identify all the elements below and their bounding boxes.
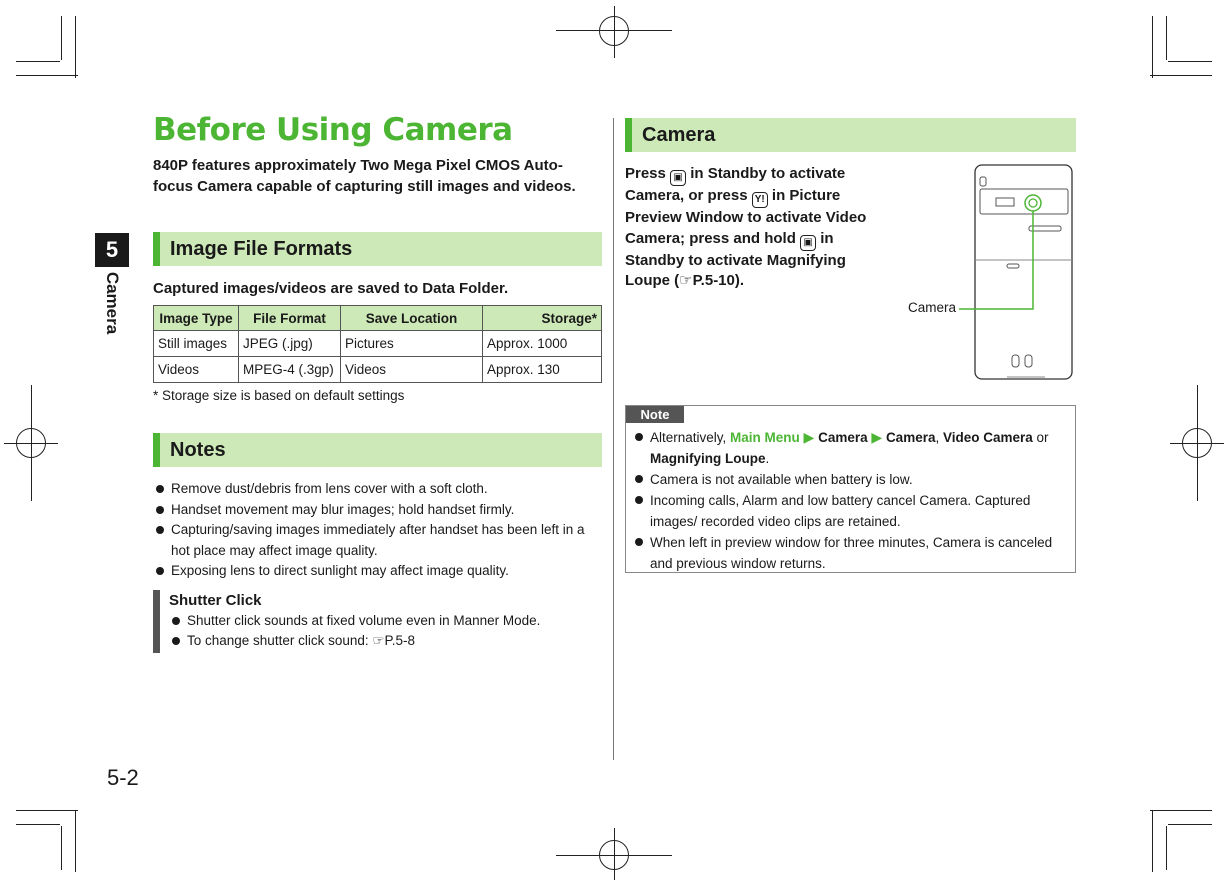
table-cell: Approx. 130 [483, 357, 602, 383]
chapter-name: Camera [103, 271, 122, 335]
formats-table [153, 305, 602, 383]
list-item [632, 427, 1072, 469]
shutter-click-title: Shutter Click [169, 592, 262, 609]
list-item: Handset movement may blur images; hold handset firmly. [153, 500, 593, 521]
note-text: . [765, 451, 770, 466]
menu-item-camera: Camera [885, 430, 936, 445]
list-item: Camera is not available when battery is low. [632, 469, 1072, 490]
triangle-right-icon: ▶ [871, 429, 883, 445]
triangle-right-icon: ▶ [803, 429, 815, 445]
list-item: Capturing/saving images immediately after handset has been left in a hot place may affect image quality. [153, 520, 593, 561]
chapter-number-tab: 5 [95, 233, 129, 267]
column-header: File Format [239, 306, 341, 331]
page-title: Before Using Camera [153, 112, 513, 148]
list-item: Remove dust/debris from lens cover with a soft cloth. [153, 479, 593, 500]
list-item: When left in preview window for three minutes, Camera is canceled and previous window returns. [632, 532, 1072, 574]
menu-item-camera: Camera [818, 430, 868, 445]
main-menu-label: Main Menu [730, 430, 800, 445]
list-item: Shutter click sounds at fixed volume even in Manner Mode. [169, 611, 593, 631]
pointing-hand-icon: ☞ [372, 633, 385, 648]
camera-heading: Camera [625, 118, 1076, 152]
column-divider [613, 118, 614, 760]
page-number: 5-2 [107, 765, 139, 790]
column-header: Storage* [483, 306, 602, 331]
table-cell: Videos [341, 357, 483, 383]
shutter-click-box [153, 590, 593, 653]
menu-item-magnifying-loupe: Magnifying Loupe [650, 451, 766, 466]
yahoo-key-icon: Y! [752, 192, 768, 208]
intro-text: 840P features approximately Two Mega Pixel CMOS Auto-focus Camera capable of capturing still images and videos. [153, 157, 576, 195]
image-formats-heading: Image File Formats [153, 232, 602, 266]
notes-heading: Notes [153, 433, 602, 467]
note-text: , [935, 430, 943, 445]
list-item: Exposing lens to direct sunlight may affect image quality. [153, 561, 593, 582]
chapter-label [90, 268, 134, 338]
shutter-list [169, 611, 593, 651]
table-row [154, 331, 602, 357]
table-header-row [154, 306, 602, 331]
note-text: or [1032, 430, 1049, 445]
note-text: Alternatively, [650, 430, 731, 445]
instruction-text: in Picture Preview Window to activate Video Camera; press and hold [625, 187, 867, 247]
table-cell: MPEG-4 (.3gp) [239, 357, 341, 383]
image-formats-lead: Captured images/videos are saved to Data Folder. [153, 280, 509, 297]
page-reference[interactable]: P.5-10 [692, 272, 735, 290]
list-item-text: To change shutter click sound: [187, 633, 373, 648]
table-cell: JPEG (.jpg) [239, 331, 341, 357]
note-tag: Note [626, 406, 684, 423]
list-item [169, 631, 593, 651]
table-cell: Videos [154, 357, 239, 383]
instruction-text: Press [625, 165, 671, 182]
instruction-text: in Standby to activate Camera, or press [625, 165, 846, 204]
camera-key-icon: ▣ [800, 235, 816, 251]
camera-key-icon: ▣ [670, 170, 686, 186]
table-row [154, 357, 602, 383]
camera-instructions [625, 164, 890, 292]
list-item: Incoming calls, Alarm and low battery cancel Camera. Captured images/ recorded video clips are retained. [632, 490, 1072, 532]
instruction-text: in Standby to activate Magnifying Loupe ( [625, 229, 846, 290]
storage-footnote: * Storage size is based on default settings [153, 388, 405, 403]
instruction-text: ). [734, 272, 745, 290]
note-box [625, 405, 1076, 573]
pointing-hand-icon: ☞ [679, 272, 693, 290]
page-reference[interactable]: P.5-8 [384, 633, 415, 648]
note-list [632, 427, 1072, 574]
notes-list [153, 479, 593, 582]
column-header: Image Type [154, 306, 239, 331]
table-cell: Approx. 1000 [483, 331, 602, 357]
camera-callout-label: Camera [908, 300, 957, 315]
column-header: Save Location [341, 306, 483, 331]
table-cell: Still images [154, 331, 239, 357]
menu-item-video-camera: Video Camera [942, 430, 1033, 445]
handset-illustration [895, 162, 1075, 382]
table-cell: Pictures [341, 331, 483, 357]
